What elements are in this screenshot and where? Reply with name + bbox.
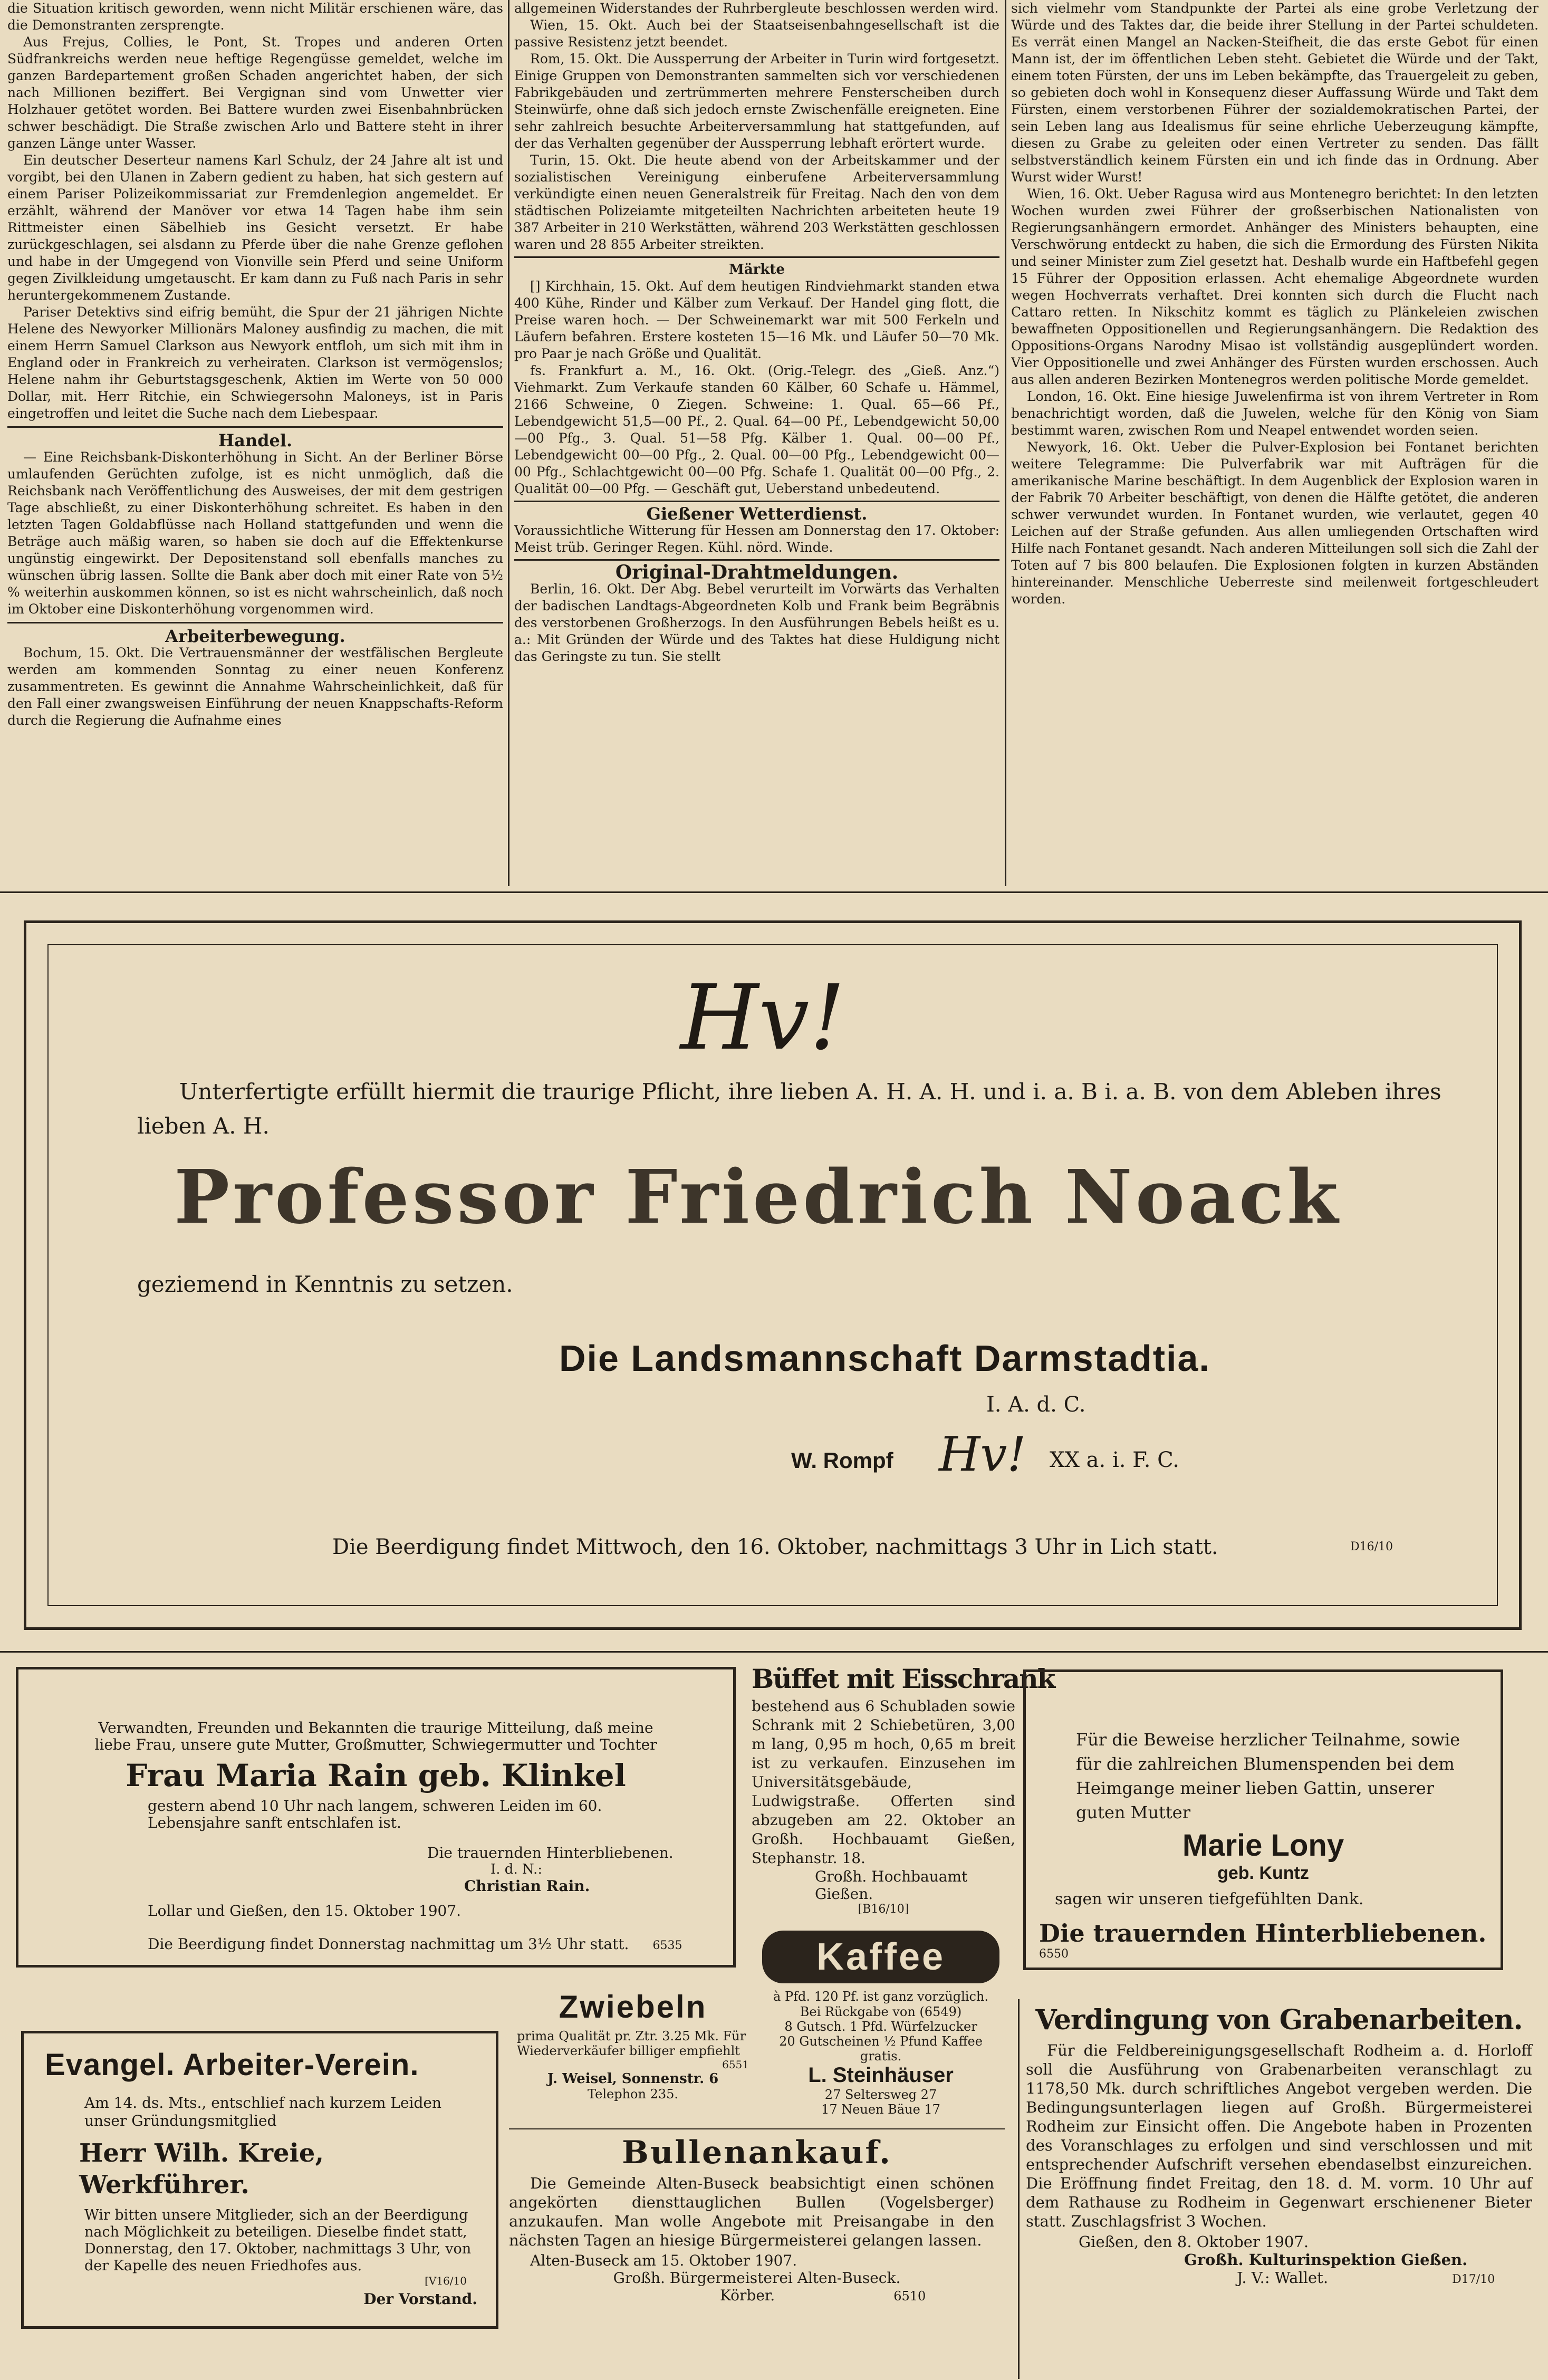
lony-thanks-line: sagen wir unseren tiefgefühlten Dank. <box>1055 1890 1364 1908</box>
kaffee-line2: Bei Rückgabe von (6549) <box>800 2004 962 2019</box>
evangel-signer: Der Vorstand. <box>363 2290 477 2308</box>
zwiebeln-phone: Telephon 235. <box>587 2087 679 2101</box>
buffet-title: Büffet mit Eisschrank <box>752 1663 1055 1694</box>
kaffee-title: Kaffee <box>762 1931 999 1983</box>
mid-section-rule <box>0 1651 1548 1653</box>
lony-code: 6550 <box>1039 1947 1069 1961</box>
lony-thanks <box>1034 1680 1493 1960</box>
graben-date: Gießen, den 8. Oktober 1907. <box>1079 2233 1309 2251</box>
graben-signer: J. V.: Wallet. <box>1237 2269 1329 2287</box>
lony-name: Marie Lony <box>1182 1828 1344 1863</box>
article-maloney: Pariser Detektivs sind eifrig bemüht, die Spur der 21 jährigen Nichte Helene des Newyorker Millionärs Maloney ausfindig zu machen, die mit einem Herrn Samuel Clarkson aus Newyork entfloh, um sich mit ihm in England oder in Frankreich zu verheiraten. Clarkson ist vermögenslos; Helene nahm ihr Geburtstagsgeschenk, Aktien im Werte von 50 000 Dollar, mit. Herr Ritchie, ein Schwiegersohn Maloneys, ist in Paris eingetroffen und leitet die Suche nach dem Liebespaar. <box>7 304 503 421</box>
noack-name: Professor Friedrich Noack <box>174 1154 1342 1241</box>
article-ruhr: allgemeinen Widerstandes der Ruhrbergleute beschlossen werden wird. <box>514 1 999 16</box>
graben-office: Großh. Kulturinspektion Gießen. <box>1184 2251 1468 2269</box>
rain-text: gestern abend 10 Uhr nach langem, schweren Leiden im 60. Lebensjahre sanft entschlafen ist. <box>148 1797 602 1831</box>
bullen-text: Die Gemeinde Alten-Buseck beabsichtigt einen schönen angekörten diensttauglichen Bullen (Vogelsberger) anzukaufen. Man wolle Angebote mit Preisangabe in den nächsten Tagen an hiesige Bürgermeisterei gelangen lassen. <box>509 2174 994 2249</box>
zwiebeln-text: prima Qualität pr. Ztr. 3.25 Mk. Für Wiederverkäufer billiger empfiehlt <box>517 2029 746 2058</box>
article-storms: Aus Frejus, Collies, le Pont, St. Tropes und anderen Orten Südfrankreichs werden neue heftige Regengüsse gemeldet, welche im ganzen Bardepartement großen Schaden angerichtet haben, der sich nach Millionen beziffert. Bei Vergignan sind vom Unwetter vier Holzhauer getötet worden. Bei Battere wurden zwei Eisenbahnbrücken schwer beschädigt. Die Straße zwischen Arlo und Battere steht in ihrer ganzen Länge unter Wasser. <box>7 34 503 151</box>
news-column-2 <box>514 0 999 886</box>
article-wien-rail: Wien, 15. Okt. Auch bei der Staatseisenbahngesellschaft ist die passive Resistenz jetzt beendet. <box>514 17 999 50</box>
section-heading-wetter: Gießener Wetterdienst. <box>646 504 868 524</box>
graben-text: Für die Feldbereinigungsgesellschaft Rodheim a. d. Horloff soll die Ausführung von Grabenarbeiten veranschlagt zu 1178,50 Mk. durch schriftliches Angebot vergeben werden. Die Bedingungsunterlagen liegen auf Großh. Bürgermeisterei Rodheim zur Einsicht offen. Die Angebote haben in Prozenten des Voranschlages zu erfolgen und sind verschlossen und mit entsprechender Aufschrift versehen ebendaselbst einzureichen. Die Eröffnung findet Freitag, den 18. d. M. vorm. 10 Uhr auf dem Rathause zu Rodheim in Gegenwart erschienener Bieter statt. Zuschlagsfrist 3 Wochen. <box>1026 2041 1532 2230</box>
rain-name: Frau Maria Rain geb. Klinkel <box>126 1758 626 1793</box>
section-heading-drahtmeldungen: Original-Drahtmeldungen. <box>615 561 899 583</box>
noack-intro-2: lieben A. H. <box>137 1113 270 1139</box>
ad-column-divider <box>1018 1999 1020 2379</box>
noack-intro-3: geziemend in Kenntnis zu setzen. <box>137 1271 513 1297</box>
article-deserter: Ein deutscher Deserteur namens Karl Schulz, der 24 Jahre alt ist und vorgibt, bei den Ulanen in Zabern gedient zu haben, hat sich gestern auf einem Pariser Polizeikommissariat zur Fremdenlegion angemeldet. Er erzählt, während der Manöver vor etwa 14 Tagen habe ihm sein Rittmeister einen Säbelhieb ins Gesicht versetzt. Er habe zurückgeschlagen, sei alsdann zu Pferde über die nahe Grenze geflohen und habe in der Umgegend von Vionville sein Pferd und seine Uniform gegen Zivilkleidung umgetauscht. Er kam dann zu Fuß nach Paris in sehr heruntergekommenem Zustande. <box>7 152 503 303</box>
rain-idn: I. d. N.: <box>491 1861 543 1877</box>
section-rule <box>514 559 999 561</box>
article-bebel-cont: sich vielmehr vom Standpunkte der Partei als eine grobe Verletzung der Würde und des Taktes dar, die beide ihrer Stellung in der Partei schuldeten. Es verrät einen Mangel an Nacken-Steifheit, die das erste Gebot für einen Mann ist, der im öffentlichen Leben steht. Gebietet die Würde und der Takt, einem toten Fürsten, der uns im Leben bekämpfte, das Trauergeleit zu geben, so gebieten doch wohl in Konsequenz dieser Auffassung Würde und Takt dem Fürsten, einem verstorbenen Führer der sozialdemokratischen Partei, der sein Leben lang aus Idealismus für seine ehrliche Ueberzeugung kämpfte, diesen zu Grabe zu geleiten oder einen Vertreter zu senden. Das fällt selbstverständlich keinem Fürsten ein und ich finde das in Ordnung. Aber Wurst wider Wurst! <box>1011 1 1539 185</box>
noack-signature: Hv! <box>680 966 845 1070</box>
rain-signer: Christian Rain. <box>464 1877 590 1895</box>
kaffee-addr1: 27 Seltersweg 27 <box>824 2087 937 2102</box>
bullen-title: Bullenankauf. <box>622 2134 892 2171</box>
evangel-notice <box>32 2047 488 2321</box>
buffet-ad <box>752 1663 1055 1923</box>
section-heading-maerkte: Märkte <box>729 262 785 277</box>
lony-intro: Für die Beweise herzlicher Teilnahme, sowie für die zahlreichen Blumenspenden bei dem Heimgange meiner lieben Gattin, unserer guten Mutter <box>1076 1730 1460 1822</box>
rain-place: Lollar und Gießen, den 15. Oktober 1907. <box>148 1902 461 1920</box>
kaffee-addr2: 17 Neuen Bäue 17 <box>821 2102 940 2117</box>
article-reichsbank: — Eine Reichsbank-Diskonterhöhung in Sicht. An der Berliner Börse umlaufenden Gerüchten zufolge, ist es nicht unmöglich, daß die Reichsbank nach Veröffentlichung des Ausweises, der mit dem gestrigen Tage abschließt, zu einer Diskonterhöhung schreitet. Es haben in den letzten Tagen Goldabflüsse nach Holland stattgefunden und wenn die Beträge auch mäßig waren, so haben sie doch auf die Effektenkurse ungünstig eingewirkt. Der Depositenstand soll ebenfalls manches zu wünschen übrig lassen. Sollte die Bank aber doch mit einer Rate von 5½ % weiterhin auskommen können, so ist es nicht wahrscheinlich, daß noch im Oktober eine Diskonterhöhung vorgenommen wird. <box>7 449 503 617</box>
buffet-text: bestehend aus 6 Schubladen sowie Schrank mit 2 Schiebetüren, 3,00 m lang, 0,95 m hoch, 0,65 m breit ist zu verkaufen. Einzusehen im Universitätsgebäude, Ludwigstraße. Offerten sind abzugeben am 22. Oktober an Großh. Hochbauamt Gießen, Stephanstr. 18. <box>752 1697 1015 1867</box>
kaffee-line1: à Pfd. 120 Pf. ist ganz vorzüglich. <box>773 1989 988 2004</box>
article-turin: Turin, 15. Okt. Die heute abend von der Arbeitskammer und der sozialistischen Vereinigung einberufene Arbeiterversammlung verkündigte einen neuen Generalstreik für Freitag. Nach den von dem städtischen Polizeiamte mitgeteilten Nachrichten arbeiteten heute 19 387 Arbeiter in 210 Werkstätten, während 203 Werkstätten geschlossen waren und 28 855 Arbeiter streikten. <box>514 152 999 252</box>
noack-iadc: I. A. d. C. <box>986 1393 1086 1417</box>
article-bochum: Bochum, 15. Okt. Die Vertrauensmänner der westfälischen Bergleute werden am kommenden Sonntag zu einer neuen Konferenz zusammentreten. Es gewinnt die Annahme Wahrscheinlichkeit, daß für den Fall einer zwangsweisen Einführung der neuen Knappschafts-Reform durch die Regierung die Aufnahme eines <box>7 645 503 728</box>
kaffee-shop: L. Steinhäuser <box>808 2064 954 2087</box>
rain-code: 6535 <box>652 1939 682 1952</box>
noack-sender: Die Landsmannschaft Darmstadtia. <box>559 1338 1210 1379</box>
graben-ad <box>1026 2002 1532 2376</box>
article-demonstration: die Situation kritisch geworden, wenn nicht Militär erschienen wäre, das die Demonstranten zersprengte. <box>7 1 503 33</box>
bullen-office: Großh. Bürgermeisterei Alten-Buseck. <box>613 2269 901 2287</box>
rompf-signature: Hv! <box>939 1427 1026 1482</box>
section-rule <box>514 501 999 502</box>
lony-mourners: Die trauernden Hinterbliebenen. <box>1039 1919 1487 1947</box>
rain-obituary <box>26 1677 725 1957</box>
top-section-rule <box>0 891 1548 893</box>
noack-rompf: W. Rompf <box>791 1448 893 1473</box>
article-bebel: Berlin, 16. Okt. Der Abg. Bebel verurteilt im Vorwärts das Verhalten der badischen Landtags-Abgeordneten Kolb und Frank beim Begräbnis des verstorbenen Großherzogs. In den Ausführungen Bebels heißt es u. a.: Mit Gründen der Würde und des Taktes hat diese Huldigung nicht das Geringste zu tun. Sie stellt <box>514 581 999 664</box>
zwiebeln-code: 6551 <box>722 2058 749 2071</box>
evangel-text2: Wir bitten unsere Mitglieder, sich an der Beerdigung nach Möglichkeit zu beteiligen. Dieselbe findet statt, Donnerstag, den 17. Oktober, nachmittags 3 Uhr, von der Kapelle des neuen Friedhofes aus. <box>84 2207 472 2274</box>
bullen-code: 6510 <box>893 2289 926 2304</box>
article-frankfurt-market: fs. Frankfurt a. M., 16. Okt. (Orig.-Telegr. des „Gieß. Anz.“) Viehmarkt. Zum Verkaufe standen 60 Kälber, 60 Schafe u. Hämmel, 2166 Schweine, 0 Ziegen. Schweine: 1. Qual. 65—66 Pf., Lebendgewicht 51,5—00 Pf., 2. Qual. 64—00 Pf., Lebendgewicht 50,00—00 Pfg., 3. Qual. 51—58 Pfg. Kälber 1. Qual. 00—00 Pf., Lebendgewicht 00—00 Pfg., 2. Qual. 00—00 Pfg., Lebendgewicht 00—00 Pfg., Schlachtgewicht 00—00 Pfg. Schafe 1. Qualität 00—00 Pfg., 2. Qualität 00—00 Pfg. — Geschäft gut, Ueberstand unbedeutend. <box>514 363 999 496</box>
bullen-top-rule <box>509 2128 1005 2129</box>
article-fontanet: Newyork, 16. Okt. Ueber die Pulver-Explosion bei Fontanet berichten weitere Telegramme: Die Pulverfabrik war mit Aufträgen für die amerikanische Marine beschäftigt. In dem Augenblick der Explosion waren in der Fabrik 70 Arbeiter beschäftigt, von denen die Hälfte getötet, die anderen schwer verwundet wurden. In Fontanet wurden, wie verlautet, gegen 40 Leichen auf der Straße gefunden. Aus allen umliegenden Ortschaften wird Hilfe nach Fontanet gesandt. Nach anderen Mitteilungen soll sich die Zahl der Toten auf 7 bis 800 belaufen. Die Explosionen folgten in kurzen Abständen hintereinander. Menschliche Ueberreste sind meilenweit fortgeschleudert worden. <box>1011 439 1539 607</box>
buffet-code: [B16/10] <box>858 1903 909 1916</box>
evangel-name: Herr Wilh. Kreie, Werkführer. <box>79 2138 324 2200</box>
article-rom: Rom, 15. Okt. Die Aussperrung der Arbeiter in Turin wird fortgesetzt. Einige Gruppen von Demonstranten sammelten sich vor verschiedenen Fabrikgebäuden und zertrümmerten mehrere Fensterscheiben durch Steinwürfe, ohne daß sich jedoch ernste Zwischenfälle ereigneten. Eine sehr zahlreich besuchte Arbeiterversammlung hat stattgefunden, auf der das Verhalten gegenüber der Aussperrung lebhaft erörtert wurde. <box>514 51 999 151</box>
article-kirchhain: [] Kirchhain, 15. Okt. Auf dem heutigen Rindviehmarkt standen etwa 400 Kühe, Rinder und Kälber zum Verkauf. Der Handel ging flott, die Preise waren hoch. — Der Schweinemarkt war mit 500 Ferkeln und Läufern befahren. Erstere kosteten 15—16 Mk. und Läufer 50—70 Mk. pro Paar je nach Größe und Qualität. <box>514 279 999 361</box>
noack-funeral: Die Beerdigung findet Mittwoch, den 16. Oktober, nachmittags 3 Uhr in Lich statt. <box>332 1535 1218 1559</box>
evangel-title: Evangel. Arbeiter-Verein. <box>45 2048 419 2082</box>
noack-rompf-tail: XX a. i. F. C. <box>1050 1448 1180 1472</box>
section-heading-arbeiterbewegung: Arbeiterbewegung. <box>165 626 345 646</box>
column-divider <box>508 0 509 886</box>
news-column-3 <box>1011 0 1539 886</box>
article-montenegro: Wien, 16. Okt. Ueber Ragusa wird aus Montenegro berichtet: In den letzten Wochen wurden zwei Führer der großserbischen Nationalisten von Regierungsanhängern ermordet. Anhänger des Ministers behaupten, eine Verschwörung entdeckt zu haben, die sich die Ermordung des Fürsten Nikita und seiner Minister zum Ziel gesetzt hat. Deshalb wurde ein Haftbefehl gegen 15 Führer der Opposition erlassen. Acht ehemalige Abgeordnete wurden wegen Hochverrats verhaftet. Drei konnten sich durch die Flucht nach Cattaro retten. In Nikschitz kommt es täglich zu Plänkeleien zwischen bewaffneten Oppositionellen und Regierungsanhängern. Die Redaktion des Oppositions-Organs Narodny Misao ist vollständig ausgeplündert worden. Vier Oppositionelle und zwei Anhänger des Fürsten wurden erschossen. Auch aus allen anderen Bezirken Montenegros werden politische Morde gemeldet. <box>1011 186 1539 387</box>
bullen-ad <box>509 2128 1005 2376</box>
zwiebeln-ad <box>517 1989 749 2131</box>
zwiebeln-seller: J. Weisel, Sonnenstr. 6 <box>547 2071 719 2087</box>
weather-forecast: Voraussichtliche Witterung für Hessen am Donnerstag den 17. Oktober: Meist trüb. Geringer Regen. Kühl. nörd. Winde. <box>514 523 999 555</box>
graben-title: Verdingung von Grabenarbeiten. <box>1035 2004 1523 2036</box>
zwiebeln-title: Zwiebeln <box>559 1989 707 2024</box>
kaffee-ad <box>752 1931 1010 2131</box>
article-london-jewels: London, 16. Okt. Eine hiesige Juwelenfirma ist von ihrem Vertreter in Rom benachrichtigt worden, daß die Juwelen, welche für den König von Siam bestimmt waren, zwischen Rom und Neapel entwendet worden seien. <box>1011 389 1539 438</box>
news-column-1 <box>7 0 503 886</box>
noack-code: D16/10 <box>1350 1540 1393 1553</box>
bullen-date: Alten-Buseck am 15. Oktober 1907. <box>530 2252 797 2269</box>
section-heading-handel: Handel. <box>218 430 293 450</box>
noack-intro: Unterfertigte erfüllt hiermit die traurige Pflicht, ihre lieben A. H. A. H. und i. a. B i. a. B. von dem Ableben ihres <box>179 1079 1441 1105</box>
buffet-signer: Großh. Hochbauamt Gießen. <box>815 1868 968 1903</box>
rain-intro: Verwandten, Freunden und Bekannten die traurige Mitteilung, daß meine liebe Frau, unsere gute Mutter, Großmutter, Schwiegermutter und Tochter <box>94 1719 657 1753</box>
section-rule <box>514 256 999 258</box>
kaffee-line3: 8 Gutsch. 1 Pfd. Würfelzucker <box>784 2019 977 2034</box>
section-rule <box>7 426 503 428</box>
evangel-text: Am 14. ds. Mts., entschlief nach kurzem Leiden unser Gründungsmitglied <box>84 2094 442 2129</box>
column-divider <box>1005 0 1006 886</box>
rain-mourners: Die trauernden Hinterbliebenen. <box>427 1844 674 1861</box>
rain-funeral: Die Beerdigung findet Donnerstag nachmittag um 3½ Uhr statt. <box>148 1935 629 1953</box>
graben-code: D17/10 <box>1452 2273 1495 2286</box>
noack-obituary <box>58 955 1487 1596</box>
lony-geb: geb. Kuntz <box>1217 1863 1309 1883</box>
bullen-signer: Körber. <box>720 2287 775 2304</box>
section-rule <box>7 622 503 623</box>
kaffee-line5: gratis. <box>860 2049 902 2064</box>
kaffee-line4: 20 Gutscheinen ½ Pfund Kaffee <box>779 2034 983 2049</box>
evangel-code: [V16/10 <box>425 2275 467 2287</box>
